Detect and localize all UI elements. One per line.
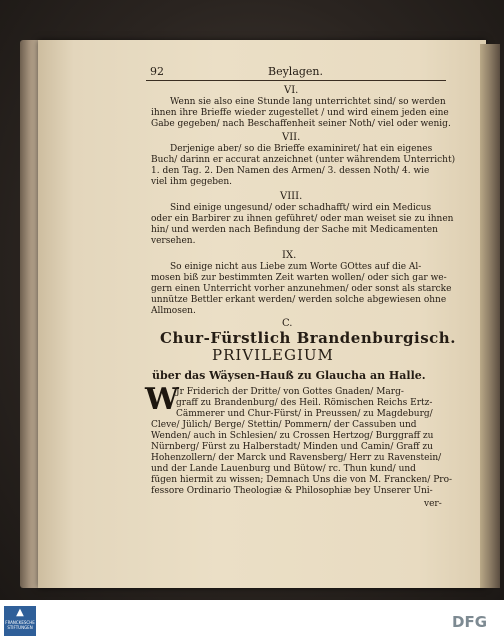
institution-logo[interactable] (4, 606, 36, 636)
funder-logo[interactable]: DFG (452, 613, 488, 631)
appendix-letter: C. (282, 318, 293, 329)
document-title: Chur-Fürstlich Brandenburgisch. (160, 329, 456, 347)
text-line: Nürnberg/ Fürst zu Halberstadt/ Minden und Camin/ Graff zu (151, 442, 433, 452)
running-head: Beylagen. (268, 65, 324, 78)
text-line: viel ihm gegeben. (151, 177, 233, 187)
section-number: IX. (282, 250, 297, 261)
text-line: Allmosen. (151, 306, 196, 316)
text-line: und der Lande Lauenburg und Bütow/ rc. Thun kund/ und (151, 464, 416, 474)
text-line: Hohenzollern/ der Marck und Ravensberg/ Herr zu Ravenstein/ (151, 453, 442, 463)
text-line: Sind einige ungesund/ oder schadhafft/ wird ein Medicus (170, 203, 432, 213)
section-number: VI. (284, 85, 299, 96)
section-number: VIII. (280, 191, 303, 202)
text-line: 1. den Tag. 2. Den Namen des Armen/ 3. dessen Noth/ 4. wie (151, 166, 430, 176)
text-line: So einige nicht aus Liebe zum Worte GOttes auf die Al- (170, 262, 422, 272)
header-rule (146, 80, 446, 81)
text-line: Gabe gegeben/ nach Beschaffenheit seiner Noth/ viel oder wenig. (151, 119, 451, 129)
text-line: unnütze Bettler erkant werden/ werden solche abgewiesen ohne (151, 295, 447, 305)
logo-text: FRANCKESCHE STIFTUNGEN (5, 620, 35, 630)
text-line: mosen biß zur bestimmten Zeit warten wollen/ oder sich gar we- (151, 273, 447, 283)
text-line: Cämmerer und Chur-Fürst/ in Preussen/ zu Magdeburg/ (176, 409, 433, 419)
text-line: fessore Ordinario Theologiæ & Philosophiæ bey Unserer Uni- (151, 486, 433, 496)
text-line: hin/ und werden nach Befindung der Sache mit Medicamenten (151, 225, 438, 235)
document-subtitle: über das Wäysen-Hauß zu Glaucha an Halle. (152, 369, 426, 382)
section-number: VII. (282, 132, 301, 143)
text-line: oder ein Barbirer zu ihnen geführet/ oder man weiset sie zu ihnen (151, 214, 454, 224)
text-line: gern einen Unterricht vorher anzunehmen/ oder sonst als starcke (151, 284, 452, 294)
text-line: ihnen ihre Brieffe wieder zugestellet / und wird einem jeden eine (151, 108, 449, 118)
text-line: Wenn sie also eine Stunde lang unterrichtet sind/ so werden (170, 97, 446, 107)
text-line: Cleve/ Jülich/ Berge/ Stettin/ Pommern/ der Cassuben und (151, 420, 417, 430)
privilege-heading: PRIVILEGIUM (212, 346, 334, 364)
catchword: ver- (424, 499, 442, 509)
text-line: graff zu Brandenburg/ des Heil. Römischen Reichs Ertz- (176, 398, 433, 408)
logo-mark-icon: ▲ (16, 607, 24, 618)
text-line: Wenden/ auch in Schlesien/ zu Crossen Hertzog/ Burggraff zu (151, 431, 434, 441)
book-right-edge (480, 44, 500, 588)
text-line: Buch/ darinn er accurat anzeichnet (unter währendem Unterricht) (151, 155, 456, 165)
page-number: 92 (150, 65, 164, 78)
text-line: Jr Friderich der Dritte/ von Gottes Gnaden/ Marg- (176, 387, 404, 397)
drop-capital: W (145, 382, 179, 417)
text-line: Derjenige aber/ so die Brieffe examiniret/ hat ein eigenes (170, 144, 433, 154)
viewer-footer (0, 600, 504, 641)
text-line: versehen. (151, 236, 196, 246)
text-line: fügen hiermit zu wissen; Demnach Uns die von M. Francken/ Pro- (151, 475, 453, 485)
